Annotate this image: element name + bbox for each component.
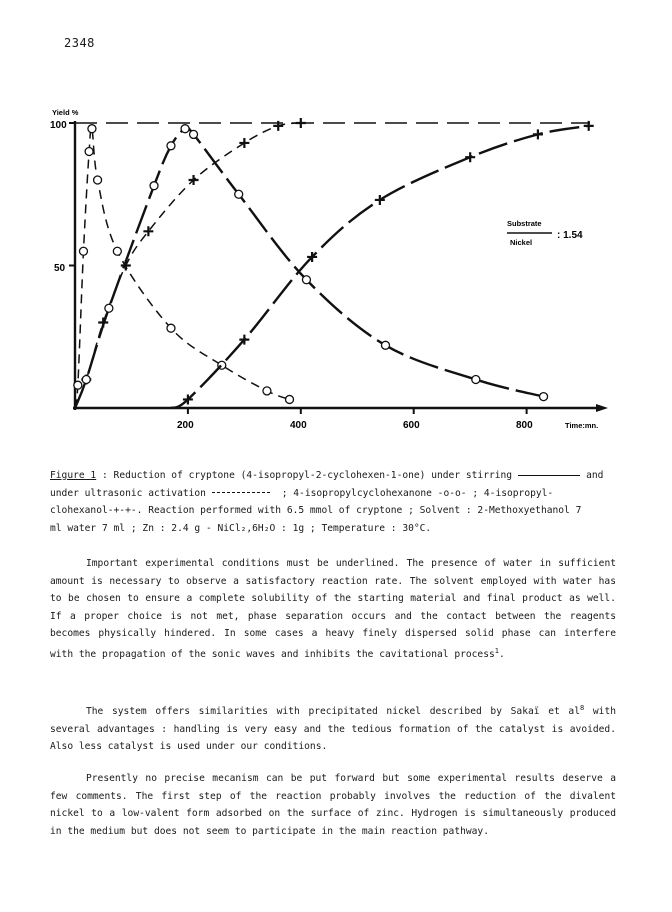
circle-marker xyxy=(88,125,96,133)
y-tick-label-100: 100 xyxy=(50,120,67,131)
circle-marker xyxy=(286,395,294,403)
paragraph-mechanism xyxy=(50,770,616,840)
paragraph-similarities xyxy=(50,700,616,756)
paragraph-2-text-a: The system offers similarities with precipitated nickel described by Sakaï et al xyxy=(86,706,580,718)
circle-marker xyxy=(79,247,87,255)
figure-caption xyxy=(50,467,616,537)
caption-line-4: ml water 7 ml ; Zn : 2.4 g - NiCl₂,6H₂O : 1g ; Temperature : 30°C. xyxy=(50,522,432,534)
circle-marker xyxy=(85,148,93,156)
circle-marker xyxy=(472,376,480,384)
series-1 xyxy=(74,125,294,408)
ref-1: 1 xyxy=(494,646,499,655)
caption-line-1: : Reduction of cryptone (4-isopropyl-2-cyclohexen-1-one) under stirring xyxy=(96,470,513,481)
plus-marker xyxy=(533,129,543,139)
circle-marker xyxy=(82,376,90,384)
ref-8: 8 xyxy=(580,704,585,712)
series-4 xyxy=(171,121,594,408)
circle-marker xyxy=(381,341,389,349)
caption-line-2b: ; 4-isopropylcyclohexanone -o-o- ; 4-isopropyl- xyxy=(275,487,554,499)
circle-marker xyxy=(94,176,102,184)
plus-marker xyxy=(465,152,475,162)
circle-marker xyxy=(167,142,175,150)
circle-marker xyxy=(235,190,243,198)
series-4-line xyxy=(171,126,589,408)
caption-label: Figure 1 xyxy=(50,470,97,481)
circle-marker xyxy=(181,125,189,133)
chart-series xyxy=(74,118,594,408)
circle-marker xyxy=(302,276,310,284)
chart-axes xyxy=(69,121,608,414)
x-tick-label-200: 200 xyxy=(177,420,194,431)
series-2-line xyxy=(75,123,301,408)
plus-marker xyxy=(296,118,306,128)
legend-dashed-line xyxy=(212,492,270,493)
circle-marker xyxy=(113,247,121,255)
y-tick-label-50: 50 xyxy=(54,263,66,274)
circle-marker xyxy=(263,387,271,395)
circle-marker xyxy=(167,324,175,332)
circle-marker xyxy=(190,130,198,138)
series-2 xyxy=(75,118,306,408)
x-axis-arrow xyxy=(596,404,608,412)
series-3-line xyxy=(75,127,544,408)
circle-marker xyxy=(105,304,113,312)
x-tick-label-800: 800 xyxy=(516,420,533,431)
series-1-line xyxy=(75,127,290,408)
circle-marker xyxy=(74,381,82,389)
ratio-denominator: Nickel xyxy=(510,238,533,247)
paragraph-1-text: Important experimental conditions must be underlined. The presence of water in sufficient amount is necessary to observe a satisfactory reaction rate. The solvent employed with water has to be chosen to ensure a complete solubility of the starting material and final product as well. If a proper choice is not met, phase separation occurs and the contact between the reagents becomes physically hindered. In some cases a heavy finely dispersed solid phase can interfere with the propagation of the sonic waves and inhibits the cavitational process xyxy=(50,558,616,660)
paragraph-conditions: Important experimental conditions must be underlined. The presence of water in sufficient amount is necessary to observe a satisfactory reaction rate. The solvent employed with water has to be chosen to ensure a complete solubility of the starting material and final product as well. If a proper choice is not met, phase separation occurs and the contact between the reagents becomes physically hindered. In some cases a heavy finely dispersed solid phase can interfere with the propagation of the sonic waves and inhibits the cavitational process$^1$. xyxy=(50,558,616,660)
plus-marker xyxy=(239,138,249,148)
caption-line-3: clohexanol-+-+-. Reaction performed with 6.5 mmol of cryptone ; Solvent : 2-Methoxyethanol 7 xyxy=(50,505,582,516)
paragraph-3-text: Presently no precise mecanism can be put forward but some experimental results deserve a few comments. The first step of the reaction probably involves the reduction of the divalent nickel to a low-valent form adsorbed on the surface of zinc. Hydrogen is simultaneously produced in the medium but does not seem to participate in the main reaction pathway. xyxy=(50,773,616,837)
circle-marker xyxy=(150,182,158,190)
caption-line-2a: under ultrasonic activation xyxy=(50,487,206,499)
legend-solid-line xyxy=(518,475,580,476)
series-3 xyxy=(75,125,548,408)
y-axis-label: Yield % xyxy=(52,108,79,117)
x-axis-label: Time:mn. xyxy=(565,421,599,430)
ratio-value: : 1.54 xyxy=(557,230,583,241)
caption-and: and xyxy=(586,470,604,481)
x-tick-label-400: 400 xyxy=(290,420,307,431)
circle-marker xyxy=(540,393,548,401)
x-tick-label-600: 600 xyxy=(403,420,420,431)
page-number: 2348 xyxy=(64,36,95,50)
ratio-numerator: Substrate xyxy=(507,219,542,228)
paragraph-2-text-b: with several advantages : handling is very easy and the tedious formation of the catalyst is avoided. Also less catalyst is used under our conditions. xyxy=(50,706,616,753)
